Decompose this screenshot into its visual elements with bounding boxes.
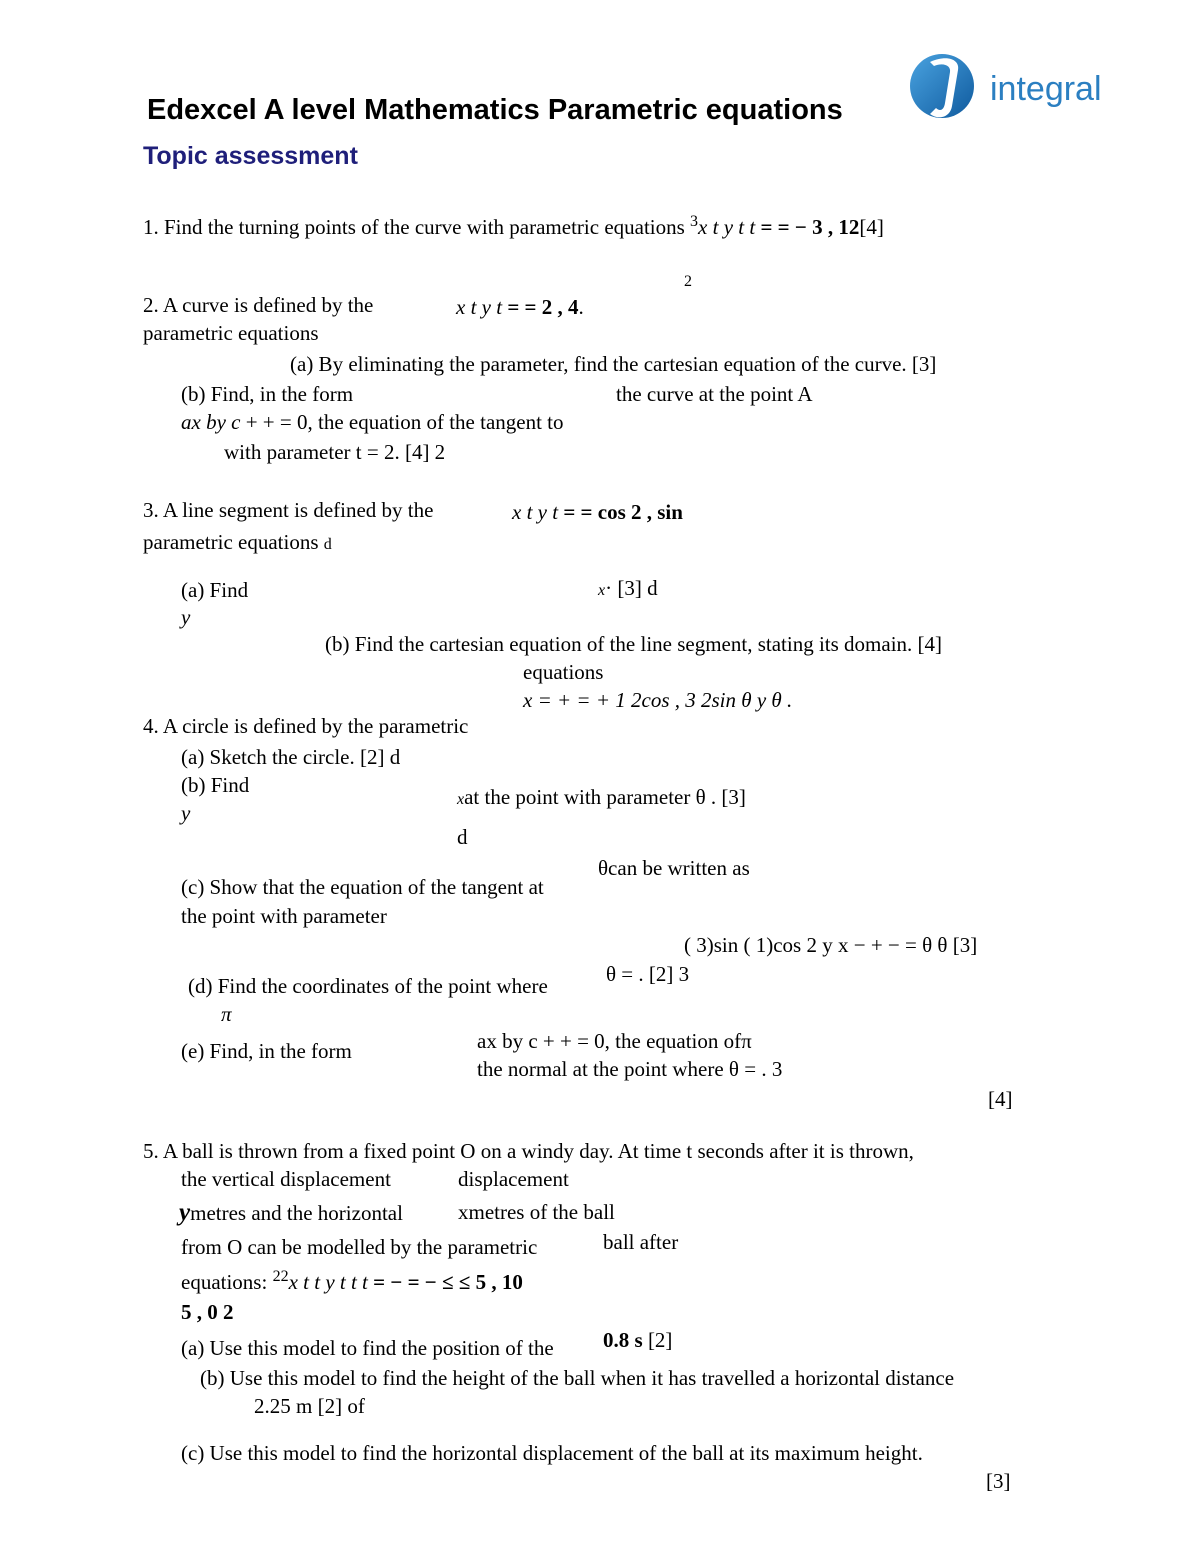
page-title: Edexcel A level Mathematics Parametric equations xyxy=(147,94,843,126)
q3-intro: 3. A line segment is defined by the xyxy=(143,498,434,522)
q5-line2a: the vertical displacement xyxy=(181,1167,391,1191)
q3-part-a-label: (a) Find xyxy=(181,578,249,602)
q2-intro-cont: parametric equations xyxy=(143,321,319,345)
q4-part-e-normal: the normal at the point where θ = . 3 xyxy=(477,1057,783,1081)
q2-part-b-param: with parameter t = 2. [4] 2 xyxy=(224,440,446,464)
q5-line3a: ymetres and the horizontal xyxy=(179,1199,403,1226)
q4-equations-word: equations xyxy=(523,660,604,684)
q5-part-a-time: 0.8 s [2] xyxy=(603,1328,673,1352)
q5-part-c: (c) Use this model to find the horizontal displacement of the ball at its maximum height. xyxy=(181,1441,923,1465)
q4-part-c-equation: ( 3)sin ( 1)cos 2 y x − + − = θ θ [3] xyxy=(684,933,978,957)
q5-part-c-marks: [3] xyxy=(986,1469,1011,1493)
q2-superscript: 2 xyxy=(684,273,692,290)
q5-part-b-cont: 2.25 m [2] of xyxy=(254,1394,365,1418)
q4-part-d-theta: θ = . [2] 3 xyxy=(606,962,690,986)
q4-part-b-d: d xyxy=(457,825,468,849)
logo-text: integral xyxy=(990,70,1102,108)
q3-part-a-marks: x· [3] d xyxy=(598,576,658,600)
q4-part-e-marks: [4] xyxy=(988,1087,1013,1111)
q4-part-c-cont: the point with parameter xyxy=(181,904,387,928)
q5-part-b: (b) Use this model to find the height of the ball when it has travelled a horizontal distance xyxy=(200,1366,955,1390)
q4-part-c: (c) Show that the equation of the tangent at xyxy=(181,875,544,899)
q5-intro: 5. A ball is thrown from a fixed point O on a windy day. At time t seconds after it is thrown, xyxy=(143,1139,914,1163)
q5-equations: equations: $^{22}$x t t y t t t = − = − ≤ ≤ 5 , 10 xyxy=(181,1268,523,1294)
q5-line2b: displacement xyxy=(458,1167,569,1191)
q2-part-a: (a) By eliminating the parameter, find the cartesian equation of the curve. [3] xyxy=(290,352,937,376)
q4-part-e-label: (e) Find, in the form xyxy=(181,1039,352,1063)
q5-line4b: ball after xyxy=(603,1230,679,1254)
q4-part-d-pi: π xyxy=(221,1002,232,1026)
q2-part-b-cont: the curve at the point A xyxy=(616,382,813,406)
q2-part-b-label: (b) Find, in the form xyxy=(181,382,354,406)
q5-line4a: from O can be modelled by the parametric xyxy=(181,1235,538,1259)
q5-part-a: (a) Use this model to find the position of the xyxy=(181,1336,554,1360)
integral-logo xyxy=(908,48,1138,128)
q2-equations: x t y t = = 2 , 4. xyxy=(456,295,584,319)
q3-part-a-y: y xyxy=(181,605,191,629)
page-subtitle: Topic assessment xyxy=(143,142,358,170)
q4-part-c-theta: θcan be written as xyxy=(598,856,750,880)
q2-intro: 2. A curve is defined by the xyxy=(143,293,374,317)
q4-param-equations: x = + = + 1 2cos , 3 2sin θ y θ . xyxy=(523,688,793,712)
q4-part-d: (d) Find the coordinates of the point where xyxy=(188,974,548,998)
q4-part-e-form: ax by c + + = 0, the equation ofπ xyxy=(477,1029,752,1053)
q4-part-b-y: y xyxy=(181,801,191,825)
q4-part-b-text: xat the point with parameter θ . [3] xyxy=(457,785,746,809)
q3-part-b: (b) Find the cartesian equation of the line segment, stating its domain. [4] xyxy=(325,632,943,656)
q5-equations-cont: 5 , 0 2 xyxy=(181,1300,234,1324)
q4-part-a: (a) Sketch the circle. [2] d xyxy=(181,745,401,769)
q4-part-b-label: (b) Find xyxy=(181,773,250,797)
q1-text: 1. Find the turning points of the curve with parametric equations $^3$x t y t t = = − 3 , 12[4] xyxy=(143,213,884,239)
q5-line3b: xmetres of the ball xyxy=(458,1200,615,1224)
q3-intro-cont: parametric equations d xyxy=(143,530,332,554)
q4-intro: 4. A circle is defined by the parametric xyxy=(143,714,469,738)
q3-equations: x t y t = = cos 2 , sin xyxy=(512,500,683,524)
q2-part-b-form: ax by c + + = 0, the equation of the tangent to xyxy=(181,410,564,434)
